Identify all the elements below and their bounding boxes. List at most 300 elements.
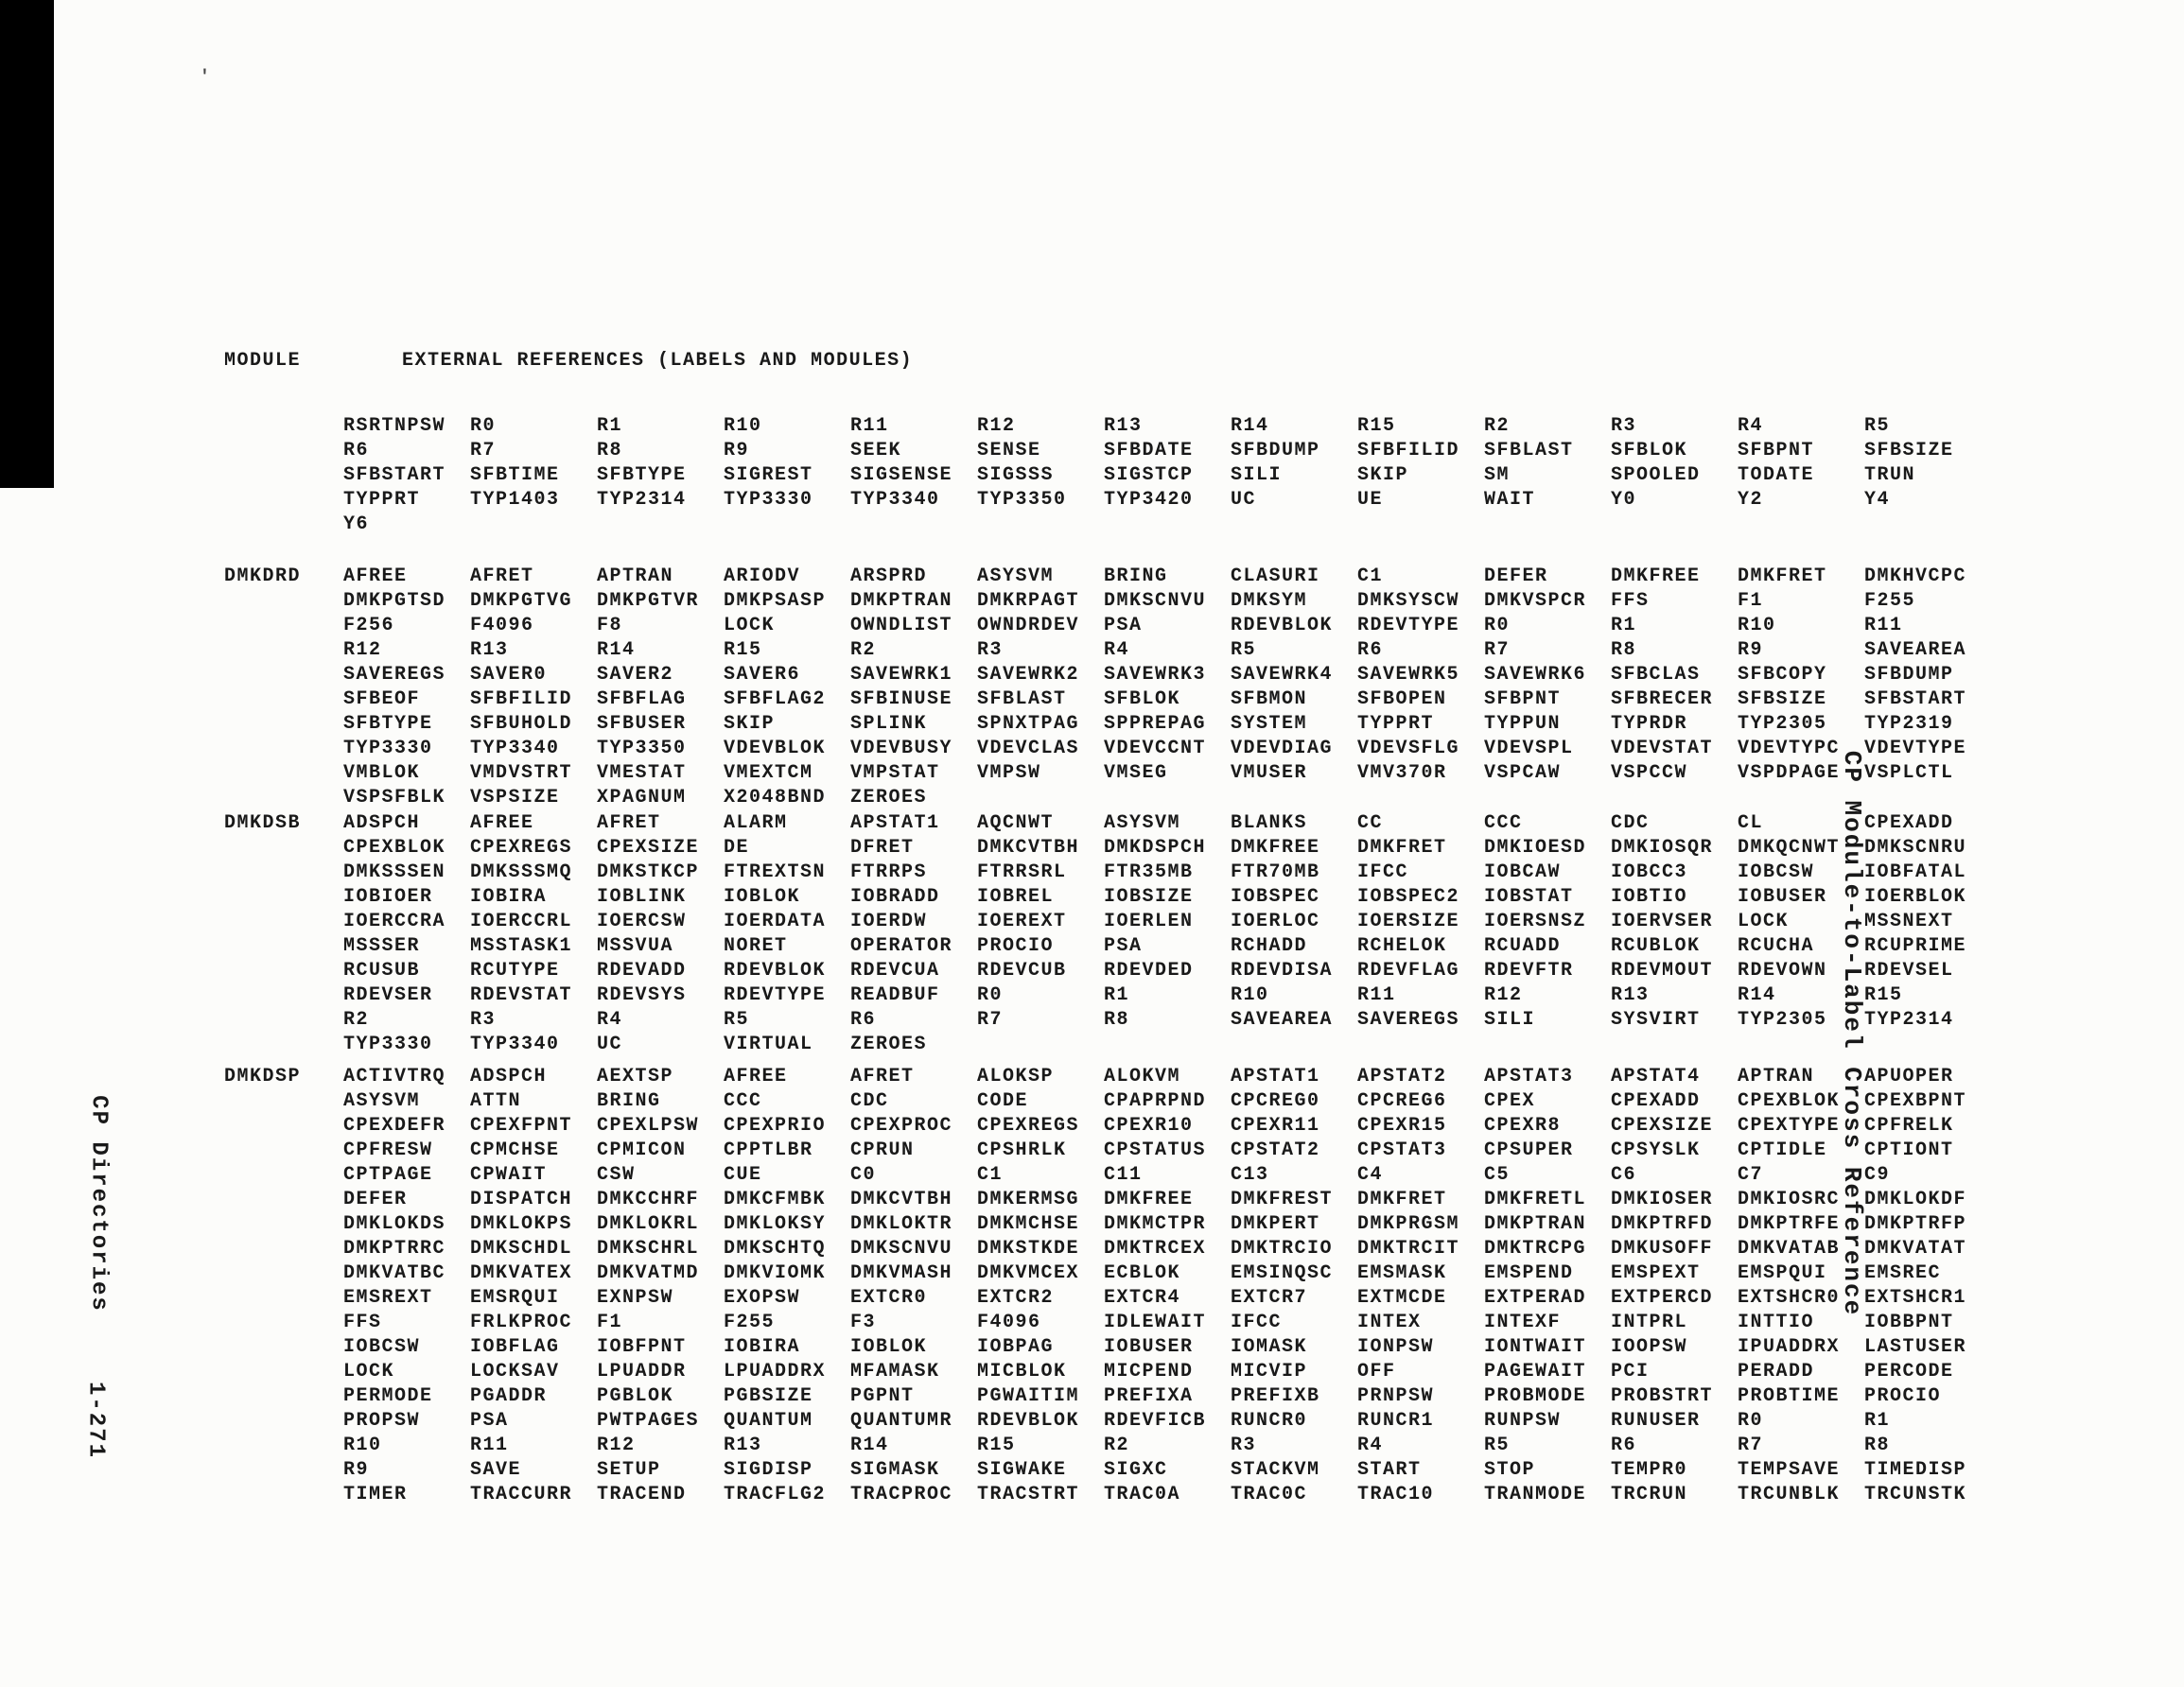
label-cell: DMKIOSQR [1611, 837, 1714, 859]
xref-row [343, 737, 1991, 761]
label-cell: TYP3330 [343, 1034, 433, 1055]
label-cell: DMKVATAB [1738, 1238, 1841, 1260]
xref-row [343, 463, 1991, 488]
label-cell: LOCKSAV [470, 1361, 560, 1383]
label-cell: DMKTRCIO [1231, 1238, 1334, 1260]
xref-row [343, 513, 1991, 537]
label-cell: DMKSYM [1231, 590, 1308, 612]
label-grid [343, 1065, 1991, 1507]
label-cell: DMKPTRRC [343, 1238, 446, 1260]
label-cell: R15 [977, 1435, 1016, 1456]
label-cell: VMV370R [1357, 762, 1447, 784]
label-cell: DMKMCHSE [977, 1213, 1080, 1235]
label-cell: VSPSFBLK [343, 787, 446, 809]
label-cell: DMKCCHRF [597, 1189, 700, 1210]
label-cell: TEMPR0 [1611, 1459, 1688, 1481]
label-cell: F255 [724, 1312, 776, 1333]
label-cell: RDEVBLOK [724, 960, 827, 982]
label-cell: DMKTRCEX [1104, 1238, 1207, 1260]
label-cell: EXTCR7 [1231, 1287, 1308, 1309]
xref-row [343, 1008, 1991, 1033]
label-cell: CPEXADD [1864, 812, 1954, 834]
label-cell: DMKSTKCP [597, 861, 700, 883]
label-cell: PGWAITIM [977, 1385, 1080, 1407]
label-cell: IOBRADD [850, 886, 940, 908]
label-cell: OWNDRDEV [977, 615, 1080, 636]
label-cell: TYP3350 [597, 738, 687, 759]
xref-row [343, 1212, 1991, 1237]
label-cell: PSA [1104, 615, 1143, 636]
label-cell: PSA [1104, 935, 1143, 957]
label-cell: R9 [724, 440, 750, 461]
label-cell: CPFRESW [343, 1139, 433, 1161]
label-cell: CPPTLBR [724, 1139, 813, 1161]
label-cell: OWNDLIST [850, 615, 953, 636]
xref-row [343, 1409, 1991, 1434]
label-cell: DMKFREE [1231, 837, 1320, 859]
xref-row [343, 959, 1991, 983]
label-cell: IOERSNSZ [1484, 911, 1587, 932]
label-cell: BLANKS [1231, 812, 1308, 834]
label-cell: DMKDSPCH [1104, 837, 1207, 859]
label-cell: ZEROES [850, 787, 928, 809]
label-cell: R11 [850, 415, 889, 437]
label-cell: CPSYSLK [1611, 1139, 1701, 1161]
label-cell: SFBPNT [1738, 440, 1815, 461]
label-cell: SFBFILID [1357, 440, 1460, 461]
label-cell: PROPSW [343, 1410, 421, 1432]
label-cell: CPEXDEFR [343, 1115, 446, 1137]
label-cell: DMKPGTVR [597, 590, 700, 612]
label-cell: R6 [1611, 1435, 1637, 1456]
label-cell: SIGWAKE [977, 1459, 1067, 1481]
label-cell: DFRET [850, 837, 915, 859]
label-cell: VDEVCLAS [977, 738, 1080, 759]
label-cell: ALOKVM [1104, 1066, 1181, 1087]
label-cell: F1 [597, 1312, 623, 1333]
label-cell: UC [597, 1034, 623, 1055]
label-cell: R13 [724, 1435, 762, 1456]
label-cell: RDEVTYPE [1357, 615, 1460, 636]
label-cell: ZEROES [850, 1034, 928, 1055]
label-cell: RDEVMOUT [1611, 960, 1714, 982]
label-cell: CPEXREGS [470, 837, 573, 859]
label-cell: CPAPRPND [1104, 1090, 1207, 1112]
label-cell: DMKLOKDF [1864, 1189, 1967, 1210]
label-cell: SFBCLAS [1611, 664, 1701, 686]
label-cell: EXTSHCR0 [1738, 1287, 1841, 1309]
label-cell: ALARM [724, 812, 788, 834]
xref-row [343, 1434, 1991, 1458]
label-cell: SFBINUSE [850, 688, 953, 710]
label-cell: TRAC0A [1104, 1484, 1181, 1505]
label-cell: IOERDW [850, 911, 928, 932]
label-cell: RDEVDED [1104, 960, 1194, 982]
label-cell: R6 [850, 1009, 877, 1031]
label-cell: IOMASK [1231, 1336, 1308, 1358]
label-cell: DMKSCHTQ [724, 1238, 827, 1260]
label-cell: R5 [1231, 639, 1257, 661]
label-cell: SAVEREGS [1357, 1009, 1460, 1031]
label-cell: CPCREG6 [1357, 1090, 1447, 1112]
label-cell: IOBTIO [1611, 886, 1688, 908]
label-cell: IONTWAIT [1484, 1336, 1587, 1358]
label-cell: R2 [343, 1009, 370, 1031]
label-cell: SFBSTART [343, 464, 446, 486]
label-cell: R12 [1484, 984, 1523, 1006]
xref-row [343, 1360, 1991, 1384]
label-cell: SFBSTART [1864, 688, 1967, 710]
label-cell: MICBLOK [977, 1361, 1067, 1383]
xref-row [343, 712, 1991, 737]
label-cell: R0 [1738, 1410, 1764, 1432]
label-cell: SFBUHOLD [470, 713, 573, 735]
label-cell: TYPPUN [1484, 713, 1562, 735]
label-cell: VDEVSPL [1484, 738, 1574, 759]
label-cell: CPTIDLE [1738, 1139, 1827, 1161]
label-cell: SIGDISP [724, 1459, 813, 1481]
label-grid [343, 811, 1991, 1057]
label-cell: FFS [1611, 590, 1650, 612]
label-cell: IFCC [1231, 1312, 1283, 1333]
label-cell: SAVEAREA [1231, 1009, 1334, 1031]
label-cell: DMKLOKPS [470, 1213, 573, 1235]
label-cell: RCHADD [1231, 935, 1308, 957]
label-cell: SPNXTPAG [977, 713, 1080, 735]
label-cell: RDEVSEL [1864, 960, 1954, 982]
label-cell: DMKPTRFE [1738, 1213, 1841, 1235]
label-cell: RCUCHA [1738, 935, 1815, 957]
label-cell: IOERDATA [724, 911, 827, 932]
label-grid [343, 565, 1991, 810]
label-cell: LPUADDRX [724, 1361, 827, 1383]
label-cell: ARSPRD [850, 565, 928, 587]
label-cell: CPSTAT3 [1357, 1139, 1447, 1161]
label-cell: IOERBLOK [1864, 886, 1967, 908]
label-cell: CPEXPROC [850, 1115, 953, 1137]
label-cell: IOBSPEC [1231, 886, 1320, 908]
label-cell: R9 [1738, 639, 1764, 661]
label-cell: TYP2314 [1864, 1009, 1954, 1031]
label-cell: BRING [597, 1090, 661, 1112]
label-cell: TYP3340 [470, 1034, 560, 1055]
label-cell: CPEXSIZE [597, 837, 700, 859]
label-cell: CPTPAGE [343, 1164, 433, 1186]
label-cell: IOBIOER [343, 886, 433, 908]
label-cell: IOBREL [977, 886, 1055, 908]
label-cell: SFBDUMP [1231, 440, 1320, 461]
label-cell: DMKERMSG [977, 1189, 1080, 1210]
label-cell: MSSSER [343, 935, 421, 957]
label-cell: DMKSCNRU [1864, 837, 1967, 859]
label-cell: BRING [1104, 565, 1168, 587]
xref-row [343, 1458, 1991, 1483]
label-cell: APSTAT1 [850, 812, 940, 834]
label-cell: FTRRPS [850, 861, 928, 883]
label-cell: PAGEWAIT [1484, 1361, 1587, 1383]
label-cell: TODATE [1738, 464, 1815, 486]
label-cell: CPWAIT [470, 1164, 548, 1186]
xref-row [343, 565, 1991, 589]
label-cell: EMSPEXT [1611, 1262, 1701, 1284]
label-cell: R14 [1738, 984, 1776, 1006]
xref-row [343, 1139, 1991, 1163]
label-cell: R15 [1357, 415, 1396, 437]
label-cell: R13 [1104, 415, 1143, 437]
label-cell: CCC [1484, 812, 1523, 834]
label-cell: SFBPNT [1484, 688, 1562, 710]
label-cell: R1 [1104, 984, 1130, 1006]
label-cell: SPPREPAG [1104, 713, 1207, 735]
label-cell: SAVER6 [724, 664, 801, 686]
label-cell: IOERSIZE [1357, 911, 1460, 932]
label-cell: R5 [1864, 415, 1891, 437]
label-cell: PERCODE [1864, 1361, 1954, 1383]
label-cell: SAVEWRK4 [1231, 664, 1334, 686]
label-cell: CPEXR11 [1231, 1115, 1320, 1137]
label-cell: R10 [1231, 984, 1269, 1006]
label-cell: UC [1231, 489, 1257, 511]
label-cell: DMKFRET [1738, 565, 1827, 587]
label-cell: DMKPSASP [724, 590, 827, 612]
label-cell: IOBIRA [724, 1336, 801, 1358]
label-cell: R10 [343, 1435, 382, 1456]
label-cell: DMKVMASH [850, 1262, 953, 1284]
label-cell: C6 [1611, 1164, 1637, 1186]
label-cell: RDEVCUA [850, 960, 940, 982]
label-cell: CPEXFPNT [470, 1115, 573, 1137]
label-cell: AFRET [850, 1066, 915, 1087]
label-cell: R8 [597, 440, 623, 461]
label-cell: CPSUPER [1484, 1139, 1574, 1161]
label-cell: FRLKPROC [470, 1312, 573, 1333]
label-cell: PREFIXB [1231, 1385, 1320, 1407]
label-cell: R13 [470, 639, 509, 661]
label-cell: TRCUNSTK [1864, 1484, 1967, 1505]
xref-row [343, 1384, 1991, 1409]
label-cell: R5 [724, 1009, 750, 1031]
label-cell: DMKSYSCW [1357, 590, 1460, 612]
label-cell: C1 [1357, 565, 1384, 587]
label-cell: R7 [1484, 639, 1511, 661]
label-cell: RDEVFTR [1484, 960, 1574, 982]
label-cell: EMSRQUI [470, 1287, 560, 1309]
label-cell: RDEVSER [343, 984, 433, 1006]
label-cell: R3 [977, 639, 1004, 661]
xref-row [343, 836, 1991, 861]
label-cell: IOERVSER [1611, 911, 1714, 932]
label-cell: DMKTRCIT [1357, 1238, 1460, 1260]
label-cell: PGPNT [850, 1385, 915, 1407]
label-cell: APSTAT4 [1611, 1066, 1701, 1087]
label-cell: C11 [1104, 1164, 1143, 1186]
label-cell: TYP3330 [343, 738, 433, 759]
label-cell: RDEVDISA [1231, 960, 1334, 982]
label-cell: SAVEWRK1 [850, 664, 953, 686]
label-cell: DMKIOSRC [1738, 1189, 1841, 1210]
label-cell: SAVEWRK3 [1104, 664, 1207, 686]
label-cell: PROBTIME [1738, 1385, 1841, 1407]
xref-row [343, 1261, 1991, 1286]
label-cell: EMSPEND [1484, 1262, 1574, 1284]
xref-row [343, 439, 1991, 463]
label-cell: F8 [597, 615, 623, 636]
label-cell: IOBPAG [977, 1336, 1055, 1358]
label-cell: TYP3420 [1104, 489, 1194, 511]
label-cell: SFBMON [1231, 688, 1308, 710]
label-cell: SAVEREGS [343, 664, 446, 686]
label-cell: R4 [1104, 639, 1130, 661]
label-cell: PROCIO [1864, 1385, 1942, 1407]
label-cell: OFF [1357, 1361, 1396, 1383]
label-cell: IOERLOC [1231, 911, 1320, 932]
label-cell: EMSPQUI [1738, 1262, 1827, 1284]
label-cell: PWTPAGES [597, 1410, 700, 1432]
label-cell: SM [1484, 464, 1511, 486]
label-cell: TYPPRT [343, 489, 421, 511]
label-cell: VDEVBUSY [850, 738, 953, 759]
label-cell: CPEXR15 [1357, 1115, 1447, 1137]
label-cell: ARIODV [724, 565, 801, 587]
label-cell: SIGREST [724, 464, 813, 486]
label-cell: IPUADDRX [1738, 1336, 1841, 1358]
label-cell: TYP3350 [977, 489, 1067, 511]
label-cell: R1 [1611, 615, 1637, 636]
label-cell: R13 [1611, 984, 1650, 1006]
label-cell: DMKPTRFP [1864, 1213, 1967, 1235]
label-cell: DE [724, 837, 750, 859]
label-cell: APTRAN [597, 565, 674, 587]
label-cell: DMKVATBC [343, 1262, 446, 1284]
label-cell: FTR35MB [1104, 861, 1194, 883]
label-cell: IOERCSW [597, 911, 687, 932]
label-cell: DMKLOKSY [724, 1213, 827, 1235]
label-cell: R11 [1357, 984, 1396, 1006]
label-cell: SIGXC [1104, 1459, 1168, 1481]
label-cell: QUANTUM [724, 1410, 813, 1432]
label-cell: IOBCAW [1484, 861, 1562, 883]
label-cell: DMKPTRAN [1484, 1213, 1587, 1235]
label-cell: NORET [724, 935, 788, 957]
label-cell: FTREXTSN [724, 861, 827, 883]
xref-row [343, 983, 1991, 1008]
page-number: 1-271 [82, 1381, 109, 1460]
label-cell: IOBFPNT [597, 1336, 687, 1358]
label-cell: SFBFLAG [597, 688, 687, 710]
label-cell: SKIP [724, 713, 776, 735]
label-grid [343, 414, 1991, 537]
label-cell: RDEVSTAT [470, 984, 573, 1006]
label-cell: APSTAT2 [1357, 1066, 1447, 1087]
label-cell: EMSINQSC [1231, 1262, 1334, 1284]
label-cell: IOERCCRL [470, 911, 573, 932]
label-cell: R15 [724, 639, 762, 661]
label-cell: DMKVATAT [1864, 1238, 1967, 1260]
label-cell: SIGSSS [977, 464, 1055, 486]
label-cell: R6 [343, 440, 370, 461]
label-cell: CPEXLPSW [597, 1115, 700, 1137]
label-cell: STOP [1484, 1459, 1536, 1481]
label-cell: RDEVBLOK [977, 1410, 1080, 1432]
xref-row [343, 1237, 1991, 1261]
label-cell: SAVER2 [597, 664, 674, 686]
label-cell: R0 [1484, 615, 1511, 636]
label-cell: R12 [343, 639, 382, 661]
label-cell: R3 [1231, 1435, 1257, 1456]
label-cell: R1 [1864, 1410, 1891, 1432]
label-cell: TYP3340 [470, 738, 560, 759]
label-cell: WAIT [1484, 489, 1536, 511]
label-cell: RDEVBLOK [1231, 615, 1334, 636]
label-cell: IOBBPNT [1864, 1312, 1954, 1333]
label-cell: RUNUSER [1611, 1410, 1701, 1432]
label-cell: Y2 [1738, 489, 1764, 511]
label-cell: R1 [597, 415, 623, 437]
label-cell: R6 [1357, 639, 1384, 661]
label-cell: PERADD [1738, 1361, 1815, 1383]
label-cell: CPFRELK [1864, 1115, 1954, 1137]
label-cell: VMPSW [977, 762, 1041, 784]
label-cell: DMKPGTVG [470, 590, 573, 612]
label-cell: F1 [1738, 590, 1764, 612]
label-cell: R4 [597, 1009, 623, 1031]
label-cell: R0 [470, 415, 497, 437]
label-cell: DMKLOKTR [850, 1213, 953, 1235]
label-cell: R2 [1484, 415, 1511, 437]
xref-row [343, 1335, 1991, 1360]
label-cell: DMKSTKDE [977, 1238, 1080, 1260]
label-cell: CPCREG0 [1231, 1090, 1320, 1112]
label-cell: R8 [1864, 1435, 1891, 1456]
label-cell: VDEVTYPC [1738, 738, 1841, 759]
label-cell: SIGSTCP [1104, 464, 1194, 486]
label-cell: PGBSIZE [724, 1385, 813, 1407]
xref-row [343, 1188, 1991, 1212]
label-cell: ACTIVTRQ [343, 1066, 446, 1087]
label-cell: INTEXF [1484, 1312, 1562, 1333]
label-cell: DMKFREE [1611, 565, 1701, 587]
label-cell: SIGMASK [850, 1459, 940, 1481]
label-cell: CPMCHSE [470, 1139, 560, 1161]
label-cell: R5 [1484, 1435, 1511, 1456]
label-cell: R2 [850, 639, 877, 661]
label-cell: PROBSTRT [1611, 1385, 1714, 1407]
label-cell: FTR70MB [1231, 861, 1320, 883]
label-cell: AFRET [597, 812, 661, 834]
label-cell: APSTAT1 [1231, 1066, 1320, 1087]
label-cell: R7 [1738, 1435, 1764, 1456]
xref-row [343, 910, 1991, 934]
label-cell: ASYSVM [1104, 812, 1181, 834]
label-cell: MFAMASK [850, 1361, 940, 1383]
xref-row [343, 861, 1991, 885]
label-cell: EXTCR4 [1104, 1287, 1181, 1309]
label-cell: EXTSHCR1 [1864, 1287, 1967, 1309]
module-name: DMKDRD [224, 565, 302, 587]
label-cell: TRACPROC [850, 1484, 953, 1505]
label-cell: FFS [343, 1312, 382, 1333]
label-cell: RDEVFICB [1104, 1410, 1207, 1432]
label-cell: RDEVCUB [977, 960, 1067, 982]
label-cell: SEEK [850, 440, 902, 461]
label-cell: VSPCAW [1484, 762, 1562, 784]
label-cell: DMKFRET [1357, 1189, 1447, 1210]
label-cell: SFBTYPE [343, 713, 433, 735]
label-cell: VMDVSTRT [470, 762, 573, 784]
label-cell: Y6 [343, 513, 370, 535]
label-cell: TYP2319 [1864, 713, 1954, 735]
label-cell: EMSMASK [1357, 1262, 1447, 1284]
